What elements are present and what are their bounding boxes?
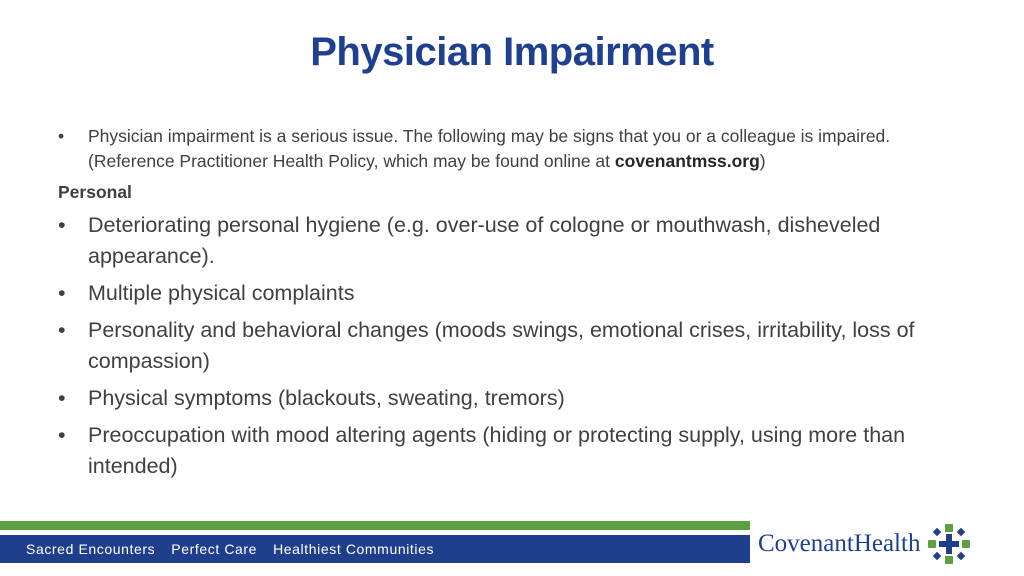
- footer-blue-bar: [0, 535, 750, 563]
- list-item-text: Multiple physical complaints: [88, 281, 355, 305]
- slide-title: Physician Impairment: [310, 30, 714, 74]
- list-item: [58, 420, 978, 482]
- bullet-glyph: •: [58, 318, 66, 342]
- bullet-glyph: •: [58, 126, 65, 146]
- intro-text: Physician impairment is a serious issue. The following may be signs that you or a colleague is impaired. (Reference Practitioner Health Policy, which may be found online at: [88, 126, 891, 171]
- covenant-cross-logo-icon: [926, 522, 972, 566]
- tagline-item: Healthiest Communities: [273, 541, 435, 557]
- list-item: [58, 315, 978, 377]
- list-item-text: Deteriorating personal hygiene (e.g. over-use of cologne or mouthwash, disheveled appearance).: [88, 213, 881, 268]
- list-item: [58, 210, 978, 272]
- brand-lockup: [758, 522, 972, 566]
- footer-tagline: [26, 541, 434, 557]
- tagline-item: Sacred Encounters: [26, 541, 156, 557]
- bullet-list: [58, 210, 978, 482]
- bullet-glyph: •: [58, 213, 66, 237]
- footer-green-bar: [0, 521, 750, 530]
- bullet-glyph: •: [58, 423, 66, 447]
- brand-name: CovenantHealth: [758, 530, 921, 557]
- list-item: [58, 383, 978, 414]
- tagline-item: Perfect Care: [171, 541, 258, 557]
- intro-paragraph: [58, 124, 978, 174]
- bullet-glyph: •: [58, 281, 66, 305]
- list-item: [58, 278, 978, 309]
- slide-content: [58, 124, 978, 488]
- intro-link: covenantmss.org: [614, 151, 760, 171]
- bullet-glyph: •: [58, 386, 66, 410]
- list-item-text: Personality and behavioral changes (moods swings, emotional crises, irritability, loss of compassion): [88, 318, 915, 373]
- section-heading-personal: Personal: [58, 182, 132, 202]
- list-item-text: Preoccupation with mood altering agents (hiding or protecting supply, using more than intended): [88, 423, 906, 478]
- intro-suffix: ): [759, 151, 766, 171]
- list-item-text: Physical symptoms (blackouts, sweating, tremors): [88, 386, 565, 410]
